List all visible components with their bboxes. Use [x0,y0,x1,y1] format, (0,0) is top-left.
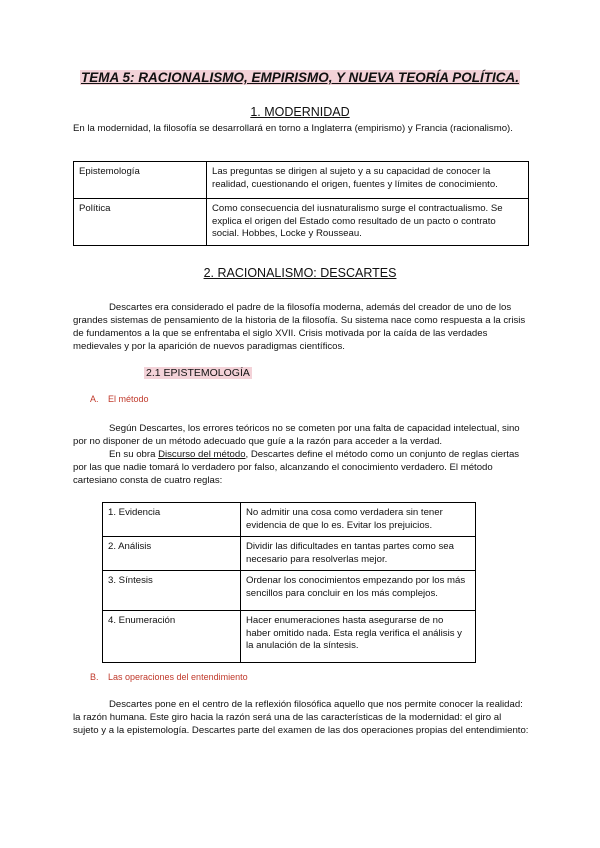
section-b-heading: B. Las operaciones del entendimiento [90,672,248,682]
table-cell-desc: Las preguntas se dirigen al sujeto y a su capacidad de conocer la realidad, cuestionando el origen, fuentes y límites de conocimiento. [207,162,529,199]
method-rules-table [102,502,476,663]
table-row [103,537,476,571]
rule-desc: Dividir las dificultades en tantas partes como sea necesario para resolverlas mejor. [241,537,476,571]
rule-name: 2. Análisis [103,537,241,571]
table-row [103,611,476,663]
metodo-paragraph-2: En su obra Discurso del método, Descartes define el método como un conjunto de reglas ciertas por las que nadie tomará lo verdadero por falso, alcanzando el conocimiento verdadero. El método cartesiano consta de cuatro reglas: [73,449,520,486]
rule-name: 3. Síntesis [103,571,241,611]
table-cell-desc: Como consecuencia del iusnaturalismo surge el contractualismo. Se explica el origen del Estado como resultado de un pacto o contrato social. Hobbes, Locke y Rousseau. [207,199,529,246]
modernidad-intro: En la modernidad, la filosofía se desarrollará en torno a Inglaterra (empirismo) y Francia (racionalismo). [73,123,513,134]
table-cell-term: Política [74,199,207,246]
rule-name: 4. Enumeración [103,611,241,663]
metodo-paragraph-1: Según Descartes, los errores teóricos no se cometen por una falta de capacidad intelectual, sino por no disponer de un método adecuado que guíe a la razón para acceder a la verdad. [73,423,520,447]
table-row [74,162,529,199]
rule-desc: No admitir una cosa como verdadera sin tener evidencia de que lo es. Evitar los prejuicios. [241,503,476,537]
rule-desc: Hacer enumeraciones hasta asegurarse de no haber omitido nada. Esta regla verifica el análisis y la anulación de la síntesis. [241,611,476,663]
table-row [74,199,529,246]
section-1-heading: 1. MODERNIDAD [250,105,350,119]
descartes-intro-paragraph: Descartes era considerado el padre de la filosofía moderna, además del creador de uno de los grandes sistemas de pensamiento de la historia de la filosofía. Su sistema nace como respuesta a la crisis de fundamentos a la que se enfrentaba el siglo XVII. Crisis motivada por la caída de las verdades medievales y por la aparición de nuevos paradigmas científicos. [73,302,526,352]
rule-name: 1. Evidencia [103,503,241,537]
table-cell-term: Epistemología [74,162,207,199]
page-title: TEMA 5: RACIONALISMO, EMPIRISMO, Y NUEVA TEORÍA POLÍTICA. [80,70,520,85]
table-row [103,503,476,537]
rule-desc: Ordenar los conocimientos empezando por los más sencillos para concluir en los más complejos. [241,571,476,611]
epistemologia-heading: 2.1 EPISTEMOLOGÍA [146,367,250,379]
table-row [103,571,476,611]
operaciones-paragraph: Descartes pone en el centro de la reflexión filosófica aquello que nos permite conocer la realidad: la razón humana. Este giro hacia la razón será una de las características de la modernidad: el giro al sujeto y a la epistemología. Descartes parte del examen de las dos operaciones propias del entendimiento: [73,699,529,736]
modernidad-table [73,161,529,246]
section-a-heading: A. El método [90,394,149,404]
section-2-heading: 2. RACIONALISMO: DESCARTES [203,266,397,280]
discurso-del-metodo-title: Discurso del método [158,449,246,460]
